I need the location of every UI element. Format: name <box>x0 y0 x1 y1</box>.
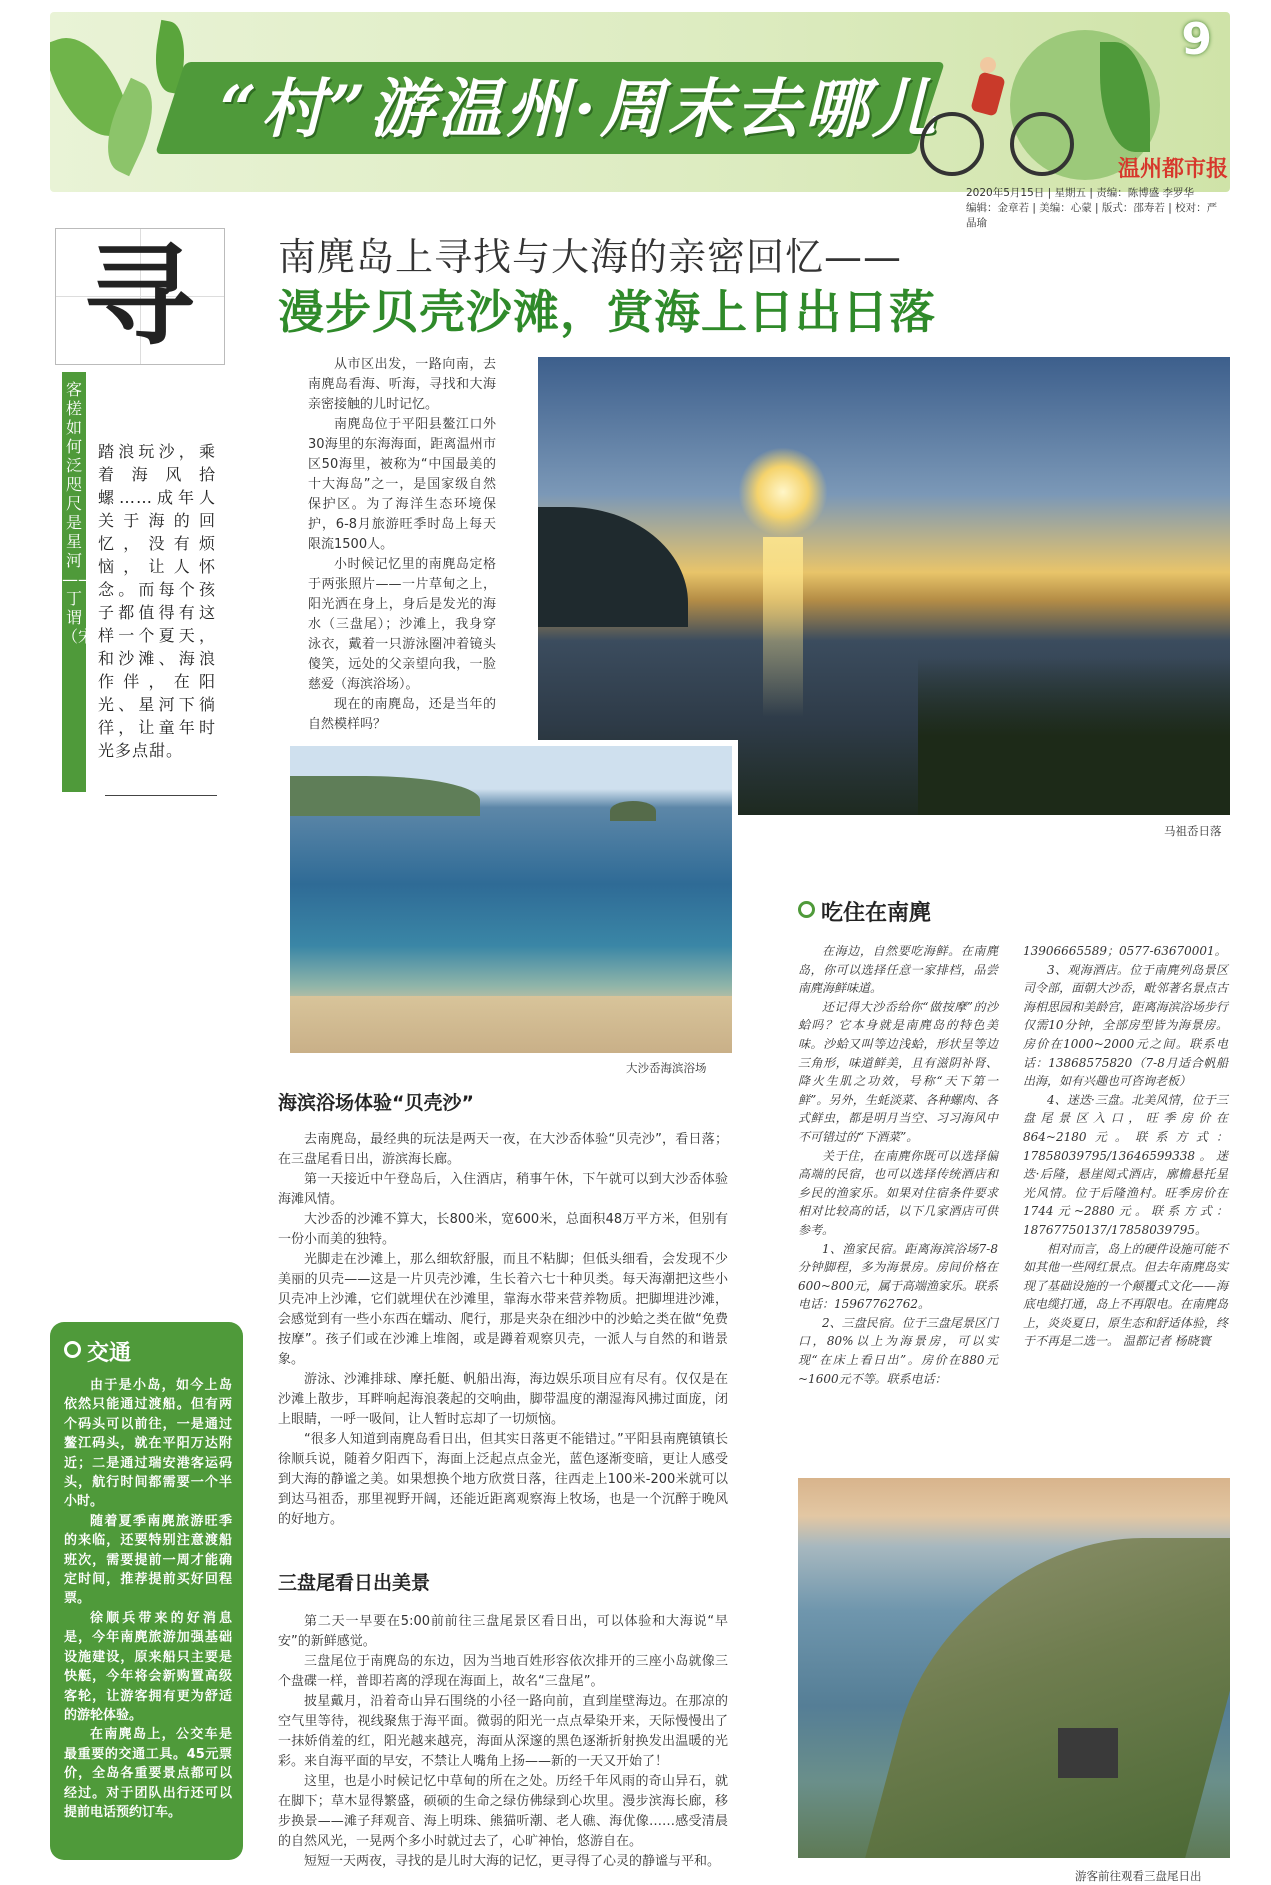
banner-title: “村”游温州·周末去哪儿 <box>220 72 940 147</box>
beach-caption: 大沙岙海滨浴场 <box>626 1061 707 1075</box>
headland-shape <box>538 507 688 627</box>
intro-paragraph: 从市区出发，一路向南，去南麂岛看海、听海，寻找和大海亲密接触的儿时记忆。 <box>308 357 496 412</box>
meta-editor-line: 编辑：金章若 | 美编：心蒙 | 版式：邵寿若 | 校对：严晶瑜 <box>966 202 1218 229</box>
beach-paragraph: 游泳、沙滩排球、摩托艇、帆船出海，海边娱乐项目应有尽有。仅仅是在沙滩上散步，耳畔响起海浪袭起的交响曲，脚带温度的潮湿海风拂过面庞，闭上眼睛，一呼一吸间，让人暂时忘却了一切烦恼。 <box>278 1372 728 1427</box>
intro-paragraph: 南麂岛位于平阳县鳌江口外30海里的东海海面，距离温州市区50海里，被称为“中国最美的十大海岛”之一，是国家级自然保护区。为了海洋生态环境保护，6-8月旅游旺季时岛上每天限流1500人。 <box>308 417 496 552</box>
cliff-caption: 游客前往观看三盘尾日出 <box>1075 1869 1202 1883</box>
cyclist-icon <box>970 71 1005 116</box>
section-title-eat <box>798 896 931 927</box>
beach-paragraph: 第一天接近中午登岛后，入住酒店，稍事午休，下午就可以到大沙岙体验海滩风情。 <box>278 1172 728 1207</box>
cyclist-head-icon <box>980 57 996 73</box>
paper-name: 温州都市报 <box>1117 156 1228 182</box>
transport-title-text: 交通 <box>87 1341 132 1366</box>
eat-paragraph: 在海边，自然要吃海鲜。在南麂岛，你可以选择任意一家排档，品尝南麂海鲜味道。 <box>798 944 998 996</box>
grass-foreground-shape <box>918 657 1230 815</box>
header-banner <box>50 12 1230 192</box>
transport-paragraph: 在南麂岛上，公交车是最重要的交通工具。45元票价，全岛各重要景点都可以经过。对于团队出行还可以提前电话预约订车。 <box>64 1727 232 1820</box>
sunrise-paragraph: 三盘尾位于南麂岛的东边，因为当地百姓形容依次排开的三座小岛就像三个盘碟一样，普即若离的浮现在海面上，故名“三盘尾”。 <box>278 1654 728 1689</box>
eat-paragraph: 相对而言，岛上的硬件设施可能不如其他一些网红景点。但去年南麂岛实现了基础设施的一个颠覆式文化——海底电缆打通，岛上不再限电。在南麂岛上，炎炎夏日，原生态和舒适体验，终于不再是二选一。 温都记者 杨晓寰 <box>1023 1241 1228 1349</box>
beach-paragraph: 去南麂岛，最经典的玩法是两天一夜，在大沙岙体验“贝壳沙”，看日落；在三盘尾看日出，游滨海长廊。 <box>278 1132 728 1167</box>
beach-paragraph: 大沙岙的沙滩不算大，长800米，宽600米，总面积48万平方米，但别有一份小而美的独特。 <box>278 1212 728 1247</box>
bicycle-wheel-icon <box>1010 112 1074 176</box>
eat-section-col2 <box>1023 942 1228 1351</box>
beach-photo <box>284 740 738 1059</box>
circle-bullet-icon <box>798 901 815 918</box>
article-headline: 漫步贝壳沙滩，赏海上日出日落 <box>278 285 936 339</box>
intro-paragraph: 现在的南麂岛，还是当年的自然模样吗？ <box>308 697 496 732</box>
transport-title <box>64 1336 131 1367</box>
meta-date-line: 2020年5月15日 | 星期五 | 责编：陈博盛 李罗华 <box>966 187 1195 199</box>
cliff-shape <box>865 1538 1230 1858</box>
transport-paragraph: 徐顺兵带来的好消息是，今年南麂旅游加强基础设施建设，原来船只主要是快艇，今年将会新购置高级客轮，让游客拥有更为舒适的游轮体验。 <box>64 1610 232 1723</box>
section-title-beach: 海滨浴场体验“贝壳沙” <box>278 1092 474 1114</box>
transport-paragraph: 随着夏季南麂旅游旺季的来临，还要特别注意渡船班次，需要提前一周才能确定时间，推荐提前买好回程票。 <box>64 1513 232 1607</box>
page-number: 9 <box>1181 14 1212 65</box>
issue-meta <box>966 186 1226 231</box>
cliff-photo <box>798 1478 1230 1858</box>
bicycle-wheel-icon <box>920 112 984 176</box>
sunrise-paragraph: 这里，也是小时候记忆中草甸的所在之处。历经千年风雨的奇山异石，就在脚下；草木显得繁盛，硕硕的生命之绿仿佛绿到心坎里。漫步滨海长廊，移步换景——滩子拜观音、海上明珠、熊猫听潮、老人礁、海优像……感受清晨的自然风光，一晃两个多小时就过去了，心旷神怡，悠游自在。 <box>278 1774 728 1849</box>
column-lead: 踏浪玩沙，乘着海风拾螺……成年人关于海的回忆，没有烦恼，让人怀念。而每个孩子都值得有这样一个夏天，和沙滩、海浪作伴，在阳光、星河下徜徉，让童年时光多点甜。 <box>98 442 216 760</box>
eat-paragraph: 1、渔家民宿。距离海滨浴场7-8分钟脚程，多为海景房。房间价格在600~800元，属于高端渔家乐。联系电话：15967762762。 <box>798 1241 998 1312</box>
eat-paragraph: 3、观海酒店。位于南麂列岛景区司令部，面朝大沙岙，毗邻著名景点古海相思园和美龄宫，距离海滨浴场步行仅需10分钟，全部房型皆为海景房。房价在1000~2000元之间。联系电话：13868575820（7-8月适合帆船出海，如有兴趣也可咨询老板） <box>1023 962 1228 1089</box>
divider <box>105 795 217 796</box>
transport-paragraph: 由于是小岛，如今上岛依然只能通过渡船。但有两个码头可以前往，一是通过鳌江码头，就在平阳万达附近；二是通过瑞安港客运码头，航行时间都需要一个半小时。 <box>64 1378 232 1510</box>
eat-paragraph: 关于住，在南麂你既可以选择偏高端的民宿，也可以选择传统酒店和乡民的渔家乐。如果对住宿条件要求相对比较高的话，以下几家酒店可供参考。 <box>798 1148 998 1237</box>
island-shape <box>610 801 656 821</box>
sun-shape <box>738 447 828 537</box>
circle-bullet-icon <box>64 1341 81 1358</box>
section-title-eat-text: 吃住在南麂 <box>821 901 932 926</box>
beach-section-body <box>278 1130 728 1530</box>
sun-reflection-shape <box>763 537 803 717</box>
beach-paragraph: 光脚走在沙滩上，那么细软舒服，而且不粘脚；但低头细看，会发现不少美丽的贝壳——这是一片贝壳沙滩，生长着六七十种贝类。每天海潮把这些小贝壳冲上沙滩，它们就埋伏在沙滩里，靠海水带来营养物质。把脚埋进沙滩，会感觉到有一些小东西在蠕动、爬行，那是夹杂在细沙中的沙蛤之类在做“免费按摩”。孩子们或在沙滩上堆阁，或是蹲着观察贝壳，一派人与自然的和谐景象。 <box>278 1252 728 1367</box>
intro-paragraph: 小时候记忆里的南麂岛定格于两张照片——一片草甸之上，阳光洒在身上，身后是发光的海水（三盘尾）；沙滩上，我身穿泳衣，戴着一只游泳圈冲着镜头傻笑，远处的父亲望向我，一脸慈爱（海滨浴场）。 <box>308 557 496 692</box>
column-char: 寻 <box>84 231 194 360</box>
beach-paragraph: “很多人知道到南麂岛看日出，但其实日落更不能错过。”平阳县南麂镇镇长徐顺兵说，随着夕阳西下，海面上泛起点点金光，蓝色逐渐变暗，更让人感受到大海的静谧之美。如果想换个地方欣赏日落，往西走上100米-200米就可以到达马祖岙，那里视野开阔，还能近距离观察海上牧场，也是一个沉醉于晚风的好地方。 <box>278 1432 728 1527</box>
article-intro <box>308 355 496 735</box>
article-kicker: 南麂岛上寻找与大海的亲密回忆—— <box>278 235 903 279</box>
sunrise-paragraph: 短短一天两夜，寻找的是儿时大海的记忆，更寻得了心灵的静谧与平和。 <box>304 1854 721 1869</box>
sunrise-section-body <box>278 1612 728 1872</box>
eat-paragraph: 还记得大沙岙给你“做按摩”的沙蛤吗？它本身就是南麂岛的特色美味。沙蛤又叫等边浅蛤，形状呈等边三角形，味道鲜美，且有滋阴补肾、降火生肌之功效，号称“天下第一鲜”。另外，生蚝淡菜、各种螺肉、各式鲜虫，都是明月当空、习习海风中不可错过的“下酒菜”。 <box>798 999 998 1144</box>
sunrise-paragraph: 第二天一早要在5:00前前往三盘尾景区看日出，可以体验和大海说“早安”的新鲜感觉。 <box>278 1614 728 1649</box>
eat-paragraph: 13906665589；0577-63670001。 <box>1023 944 1227 958</box>
section-title-sunrise: 三盘尾看日出美景 <box>278 1572 431 1594</box>
transport-body <box>64 1376 232 1822</box>
eat-section-col1 <box>798 942 998 1388</box>
sand-shape <box>290 996 732 1053</box>
eat-paragraph: 4、迷迭·三盘。北美风情，位于三盘尾景区入口，旺季房价在864~2180元。联系方式：17858039795/13646599338。迷迭·后隆，悬崖阅式酒店，廓檐悬托星光风情。位于后隆渔村。旺季房价在1744元~2880元。联系方式：18767750137/17858039795。 <box>1023 1092 1228 1237</box>
house-shape <box>1058 1728 1118 1778</box>
sunset-caption: 马祖岙日落 <box>1164 824 1222 838</box>
eat-paragraph: 2、三盘民宿。位于三盘尾景区门口，80%以上为海景房，可以实现“在床上看日出”。房价在880元~1600元不等。联系电话： <box>798 1315 998 1386</box>
vertical-quote: 客槎如何泛咫尺是星河——丁谓（宋） <box>62 372 86 792</box>
sunrise-paragraph: 披星戴月，沿着奇山异石围绕的小径一路向前，直到崖壁海边。在那凉的空气里等待，视线聚焦于海平面。微弱的阳光一点点晕染开来，天际慢慢出了一抹娇俏羞的红，阳光越来越亮，海面从深邃的黑色逐渐折射换发出温暖的光彩。来自海平面的早安，不禁让人嘴角上扬——新的一天又开始了！ <box>278 1694 728 1769</box>
hill-shape <box>290 776 480 816</box>
